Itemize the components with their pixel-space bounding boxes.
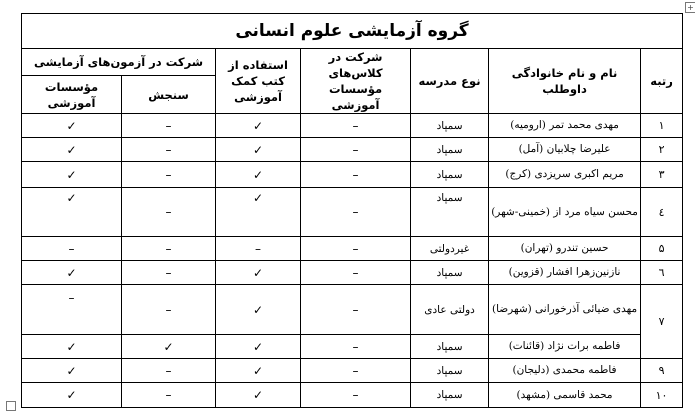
sanjesh-cell: – [122, 261, 216, 285]
name-cell: مهدی ضیائی آذرخورانی (شهرضا) [489, 285, 641, 335]
name-cell: نازنین‌زهرا افشار (قزوین) [489, 261, 641, 285]
sanjesh-cell: – [122, 162, 216, 188]
books-cell: ✓ [216, 188, 301, 237]
table-row [22, 237, 683, 261]
name-cell: حسین تندرو (تهران) [489, 237, 641, 261]
books-cell: ✓ [216, 359, 301, 383]
table-row [22, 359, 683, 383]
name-cell: فاطمه برات نژاد (قائنات) [489, 335, 641, 359]
books-cell: ✓ [216, 162, 301, 188]
rank-cell: ۳ [641, 162, 683, 188]
classes-cell: – [301, 237, 411, 261]
institutes-cell: ✓ [22, 335, 122, 359]
header-school-type: نوع مدرسه [411, 49, 489, 114]
school-cell: سمپاد [411, 261, 489, 285]
school-cell: سمپاد [411, 335, 489, 359]
table-row [22, 335, 683, 359]
school-cell: سمپاد [411, 359, 489, 383]
sanjesh-cell: – [122, 237, 216, 261]
books-cell: – [216, 237, 301, 261]
header-sanjesh: سنجش [122, 76, 216, 114]
name-cell: مریم اکبری سریزدی (کرج) [489, 162, 641, 188]
table-row [22, 138, 683, 162]
rank-cell: ۲ [641, 138, 683, 162]
school-cell: سمپاد [411, 188, 489, 237]
institutes-cell: – [22, 237, 122, 261]
books-cell: ✓ [216, 114, 301, 138]
classes-cell: – [301, 261, 411, 285]
institutes-cell: ✓ [22, 188, 122, 237]
classes-cell: – [301, 162, 411, 188]
table-row [22, 162, 683, 188]
institutes-cell: ✓ [22, 359, 122, 383]
sanjesh-cell: – [122, 188, 216, 237]
header-books: استفاده از کتب کمک آموزشی [216, 49, 301, 114]
books-cell: ✓ [216, 335, 301, 359]
classes-cell: – [301, 335, 411, 359]
institutes-cell: ✓ [22, 383, 122, 408]
institutes-cell: ✓ [22, 114, 122, 138]
school-cell: سمپاد [411, 383, 489, 408]
school-cell: سمپاد [411, 162, 489, 188]
name-cell: محمد قاسمی (مشهد) [489, 383, 641, 408]
results-table [21, 13, 683, 408]
institutes-cell: ✓ [22, 162, 122, 188]
books-cell: ✓ [216, 285, 301, 335]
name-cell: مهدی محمد تمر (ارومیه) [489, 114, 641, 138]
table-row [22, 383, 683, 408]
rank-cell: ٤ [641, 188, 683, 237]
table-row [22, 285, 683, 335]
sanjesh-cell: – [122, 138, 216, 162]
header-classes: شرکت در کلاس‌های مؤسسات آموزشی [301, 49, 411, 114]
classes-cell: – [301, 359, 411, 383]
table-move-handle[interactable]: + [685, 2, 695, 13]
rank-cell: ٦ [641, 261, 683, 285]
rank-cell: ۵ [641, 237, 683, 261]
rank-cell: ۷ [641, 285, 683, 359]
books-cell: ✓ [216, 261, 301, 285]
institutes-cell: ✓ [22, 138, 122, 162]
institutes-cell: ✓ [22, 261, 122, 285]
table-title: گروه آزمایشی علوم انسانی [22, 14, 683, 49]
classes-cell: – [301, 383, 411, 408]
institutes-cell: – [22, 285, 122, 335]
books-cell: ✓ [216, 383, 301, 408]
table-row [22, 261, 683, 285]
rank-cell: ۹ [641, 359, 683, 383]
classes-cell: – [301, 285, 411, 335]
header-institutes: مؤسسات آموزشی [22, 76, 122, 114]
name-cell: علیرضا چلابیان (آمل) [489, 138, 641, 162]
header-rank: رتبه [641, 49, 683, 114]
school-cell: سمپاد [411, 114, 489, 138]
classes-cell: – [301, 138, 411, 162]
sanjesh-cell: ✓ [122, 335, 216, 359]
books-cell: ✓ [216, 138, 301, 162]
school-cell: غیردولتی [411, 237, 489, 261]
school-cell: سمپاد [411, 138, 489, 162]
sanjesh-cell: – [122, 285, 216, 335]
table-row [22, 114, 683, 138]
sanjesh-cell: – [122, 114, 216, 138]
sanjesh-cell: – [122, 383, 216, 408]
classes-cell: – [301, 188, 411, 237]
header-name: نام و نام خانوادگی داوطلب [489, 49, 641, 114]
rank-cell: ۱ [641, 114, 683, 138]
name-cell: فاطمه محمدی (دلیجان) [489, 359, 641, 383]
header-tests-group: شرکت در آزمون‌های آزمایشی [22, 49, 216, 76]
table-row [22, 188, 683, 237]
name-cell: محسن سیاه مرد از (خمینی-شهر) [489, 188, 641, 237]
rank-cell: ۱۰ [641, 383, 683, 408]
sanjesh-cell: – [122, 359, 216, 383]
school-cell: دولتی عادی [411, 285, 489, 335]
table-resize-handle[interactable] [6, 401, 16, 411]
classes-cell: – [301, 114, 411, 138]
